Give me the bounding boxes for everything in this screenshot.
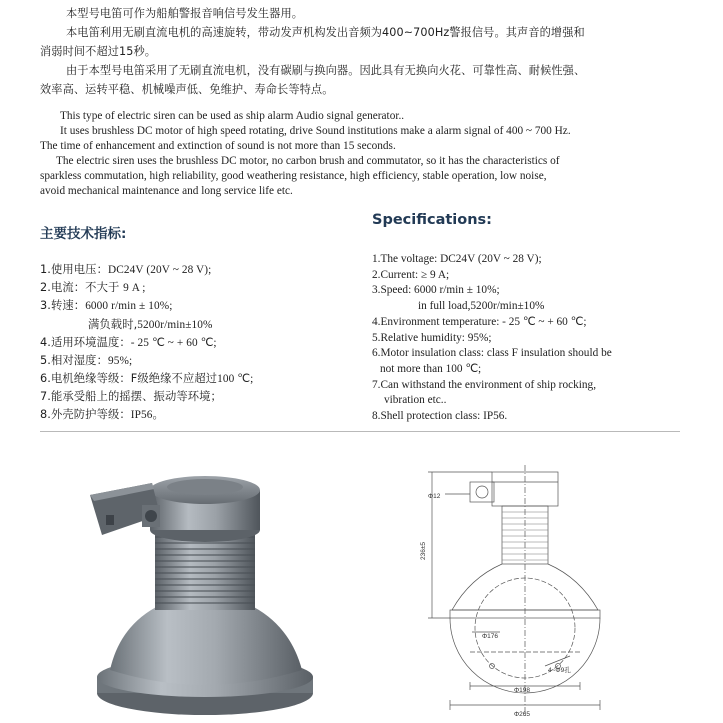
cn-spec-1: 1.使用电压：DC24V (20V ~ 28 V);: [40, 263, 212, 276]
en-spec-6b: not more than 100 ℃;: [380, 362, 482, 375]
dim-phi12: Φ12: [428, 493, 441, 500]
cn-spec-5: 5.相对湿度：95%;: [40, 354, 133, 368]
en-spec-5: 5.Relative humidity: 95%;: [372, 331, 492, 344]
en-specs-list: [372, 252, 692, 425]
intro-cn: [40, 4, 690, 99]
en-specs-heading: Specifications:: [372, 212, 492, 228]
en-spec-6: 6.Motor insulation class: class F insulation should be: [372, 347, 612, 360]
en-spec-3: 3.Speed: 6000 r/min ± 10%;: [372, 284, 500, 297]
intro-cn-line-4: 由于本型号电笛采用了无刷直流电机，没有碳刷与换向器。因此具有无换向火花、可靠性高、耐候性强、: [66, 64, 586, 77]
siren-cable-gland: [142, 505, 160, 527]
cn-spec-4: 4.适用环境温度：- 25 ℃ ~ + 60 ℃;: [40, 335, 217, 349]
cn-spec-6: 6.电机绝缘等级：F级绝缘不应超过100 ℃;: [40, 372, 254, 386]
intro-en-line-6: avoid mechanical maintenance and long service life etc.: [40, 185, 293, 197]
cn-spec-2: 2.电流：不大于 9 A ;: [40, 281, 146, 295]
intro-en: [40, 109, 700, 199]
siren-bell: [110, 605, 302, 685]
intro-en-line-4: The electric siren uses the brushless DC motor, no carbon brush and commutator, so it has the characteristics of: [56, 155, 560, 167]
en-spec-8: 8.Shell protection class: IP56.: [372, 410, 508, 423]
dim-phi198: Φ198: [514, 687, 531, 694]
dim-phi265: Φ265: [514, 711, 531, 718]
dim-height: 236±5: [420, 541, 427, 560]
cn-specs-heading: 主要技术指标:: [40, 226, 127, 242]
cn-spec-3: 3.转速：6000 r/min ± 10%;: [40, 299, 173, 313]
en-spec-7: 7.Can withstand the environment of ship rocking,: [372, 378, 597, 391]
intro-en-line-1: This type of electric siren can be used as ship alarm Audio signal generator..: [60, 110, 405, 122]
section-divider: [40, 431, 680, 432]
intro-cn-line-5: 效率高、运转平稳、机械噪声低、免维护、寿命长等特点。: [40, 83, 334, 96]
en-spec-3b: in full load,5200r/min±10%: [418, 300, 545, 313]
drawing-junction-box: [470, 482, 494, 502]
cn-spec-3b: 满负载时,5200r/min±10%: [88, 317, 213, 331]
intro-cn-line-2: 本电笛利用无刷直流电机的高速旋转，带动发声机构发出音频为400~700Hz警报信号。其声音的增强和: [66, 26, 585, 39]
intro-en-line-3: The time of enhancement and extinction of sound is not more than 15 seconds.: [40, 140, 396, 152]
cn-specs-list: [40, 261, 350, 424]
siren-photo: [80, 455, 325, 720]
intro-cn-line-3: 消弱时间不超过15秒。: [40, 45, 157, 58]
en-spec-4: 4.Environment temperature: - 25 ℃ ~ + 60 ℃;: [372, 315, 587, 328]
intro-en-line-5: sparkless commutation, high reliability, good weathering resistance, high efficiency, stable operation, low noise,: [40, 170, 547, 182]
dim-holes: 4~Φ9孔: [548, 667, 571, 674]
cn-spec-8: 8.外壳防护等级：IP56。: [40, 407, 164, 421]
intro-en-line-2: It uses brushless DC motor of high speed rotating, drive Sound institutions make a alarm signal of 400 ~ 700 Hz.: [60, 125, 571, 137]
en-spec-1: 1.The voltage: DC24V (20V ~ 28 V);: [372, 253, 542, 265]
cn-spec-7: 7.能承受船上的摇摆、振动等环境；: [40, 390, 222, 404]
technical-drawing: [410, 460, 635, 723]
intro-cn-line-1: 本型号电笛可作为船舶警报音响信号发生器用。: [66, 7, 304, 20]
dim-phi176: Φ176: [482, 633, 499, 640]
en-spec-2: 2.Current: ≥ 9 A;: [372, 268, 450, 281]
en-spec-7b: vibration etc..: [384, 394, 447, 407]
